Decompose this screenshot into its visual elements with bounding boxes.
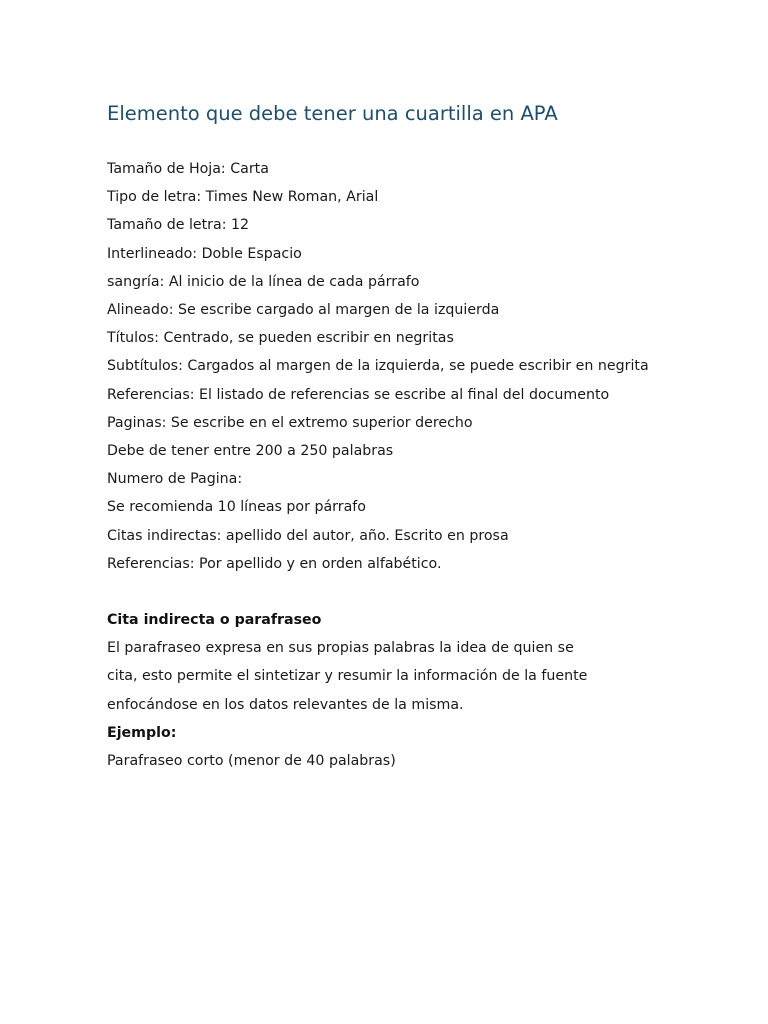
list-item: Se recomienda 10 líneas por párrafo [107, 499, 366, 516]
section-heading: Cita indirecta o parafraseo [107, 612, 322, 628]
list-item: Numero de Pagina: [107, 471, 243, 488]
list-item: Subtítulos: Cargados al margen de la izquierda, se puede escribir en negrita [107, 358, 649, 375]
format-list [107, 155, 747, 578]
list-item: Debe de tener entre 200 a 250 palabras [107, 443, 394, 460]
list-item: Interlineado: Doble Espacio [107, 245, 302, 262]
list-item: Paginas: Se escribe en el extremo superior derecho [107, 414, 473, 431]
list-item: Citas indirectas: apellido del autor, año. Escrito en prosa [107, 527, 509, 544]
paraphrase-section [107, 606, 747, 775]
list-item: sangría: Al inicio de la línea de cada párrafo [107, 273, 420, 290]
list-item: Tamaño de letra: 12 [107, 217, 250, 234]
list-item: Referencias: Por apellido y en orden alfabético. [107, 555, 442, 572]
page-title: Elemento que debe tener una cuartilla en APA [107, 102, 558, 125]
paragraph-line: cita, esto permite el sintetizar y resumir la información de la fuente [107, 668, 588, 685]
list-item: Tipo de letra: Times New Roman, Arial [107, 189, 379, 206]
example-text: Parafraseo corto (menor de 40 palabras) [107, 753, 396, 770]
list-item: Tamaño de Hoja: Carta [107, 161, 269, 177]
list-item: Alineado: Se escribe cargado al margen de la izquierda [107, 302, 500, 319]
list-item: Referencias: El listado de referencias se escribe al final del documento [107, 386, 610, 403]
list-item: Títulos: Centrado, se pueden escribir en negritas [107, 330, 454, 347]
paragraph-line: enfocándose en los datos relevantes de la misma. [107, 696, 464, 713]
paragraph-line: El parafraseo expresa en sus propias palabras la idea de quien se [107, 640, 574, 657]
example-label: Ejemplo: [107, 724, 177, 741]
